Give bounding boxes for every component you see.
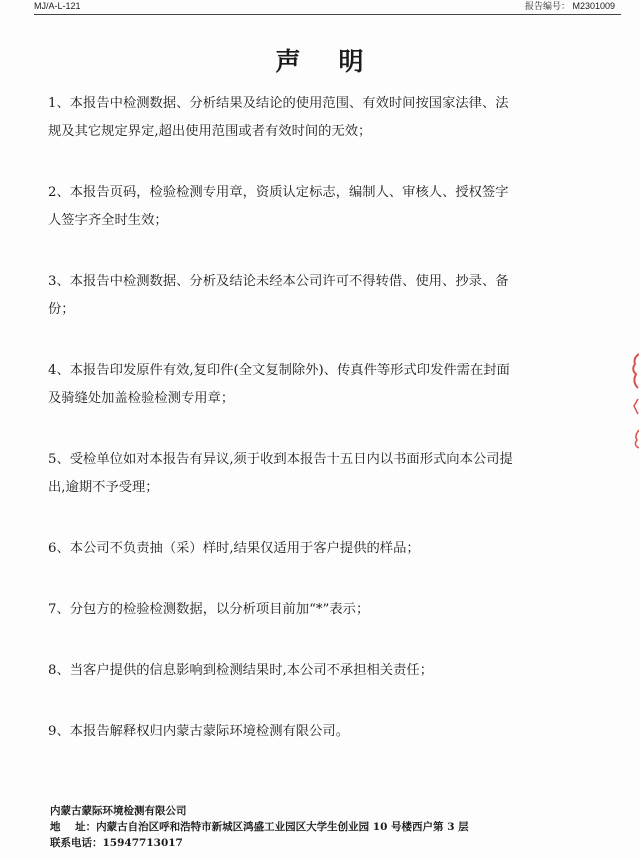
statement-item <box>48 657 548 685</box>
statement-line: 规及其它规定界定,超出使用范围或者有效时间的无效； <box>48 124 372 139</box>
statement-line: 1、本报告中检测数据、分析结果及结论的使用范围、有效时间按国家法律、法 <box>48 96 509 111</box>
statement-line: 2、本报告页码，检验检测专用章，资质认定标志，编制人、审核人、授权签字 <box>48 185 509 200</box>
statement-item <box>48 90 548 146</box>
statement-list <box>48 90 548 746</box>
address-row <box>50 819 469 835</box>
statement-item <box>48 596 548 624</box>
statement-line: 份； <box>48 302 75 317</box>
statement-item <box>48 357 548 413</box>
statement-line: 出,逾期不予受理； <box>48 480 159 495</box>
company-footer <box>50 803 469 851</box>
statement-line: 8、当客户提供的信息影响到检测结果时,本公司不承担相关责任； <box>48 663 433 678</box>
phone-value: 15947713017 <box>102 837 183 849</box>
statement-line: 5、受检单位如对本报告有异议,须于收到本报告十五日内以书面形式向本公司提 <box>48 452 513 467</box>
address-value: 内蒙古自治区呼和浩特市新城区鸿盛工业园区大学生创业园 10 号楼西户第 3 层 <box>96 821 469 833</box>
seal-fragment-icon <box>629 428 639 450</box>
statement-line: 7、分包方的检验检测数据，以分析项目前加“*”表示； <box>48 602 370 617</box>
document-code: MJ/A-L-121 <box>34 1 81 11</box>
statement-item <box>48 535 548 563</box>
phone-label: 联系电话： <box>50 837 103 849</box>
statement-item <box>48 718 548 746</box>
statement-line: 3、本报告中检测数据、分析及结论未经本公司许可不得转借、使用、抄录、备 <box>48 274 509 289</box>
report-number: 报告编号： M2301009 <box>524 1 615 11</box>
phone-row <box>50 835 469 851</box>
company-name: 内蒙古蒙际环境检测有限公司 <box>50 805 187 817</box>
statement-line: 9、本报告解释权归内蒙古蒙际环境检测有限公司。 <box>48 724 349 739</box>
seal-fragment-icon <box>629 352 639 392</box>
statement-item <box>48 268 548 324</box>
page-header <box>34 0 621 15</box>
statement-line: 6、本公司不负责抽（采）样时,结果仅适用于客户提供的样品； <box>48 541 420 556</box>
statement-line: 人签字齐全时生效； <box>48 213 168 228</box>
statement-line: 及骑缝处加盖检验检测专用章； <box>48 391 235 406</box>
page-title: 声明 <box>275 47 402 76</box>
statement-item <box>48 446 548 502</box>
address-label: 地 址： <box>50 821 97 833</box>
statement-line: 4、本报告印发原件有效,复印件(全文复制除外)、传真件等形式印发件需在封面 <box>48 363 510 378</box>
seal-fragment-icon <box>629 398 639 416</box>
statement-item <box>48 179 548 235</box>
